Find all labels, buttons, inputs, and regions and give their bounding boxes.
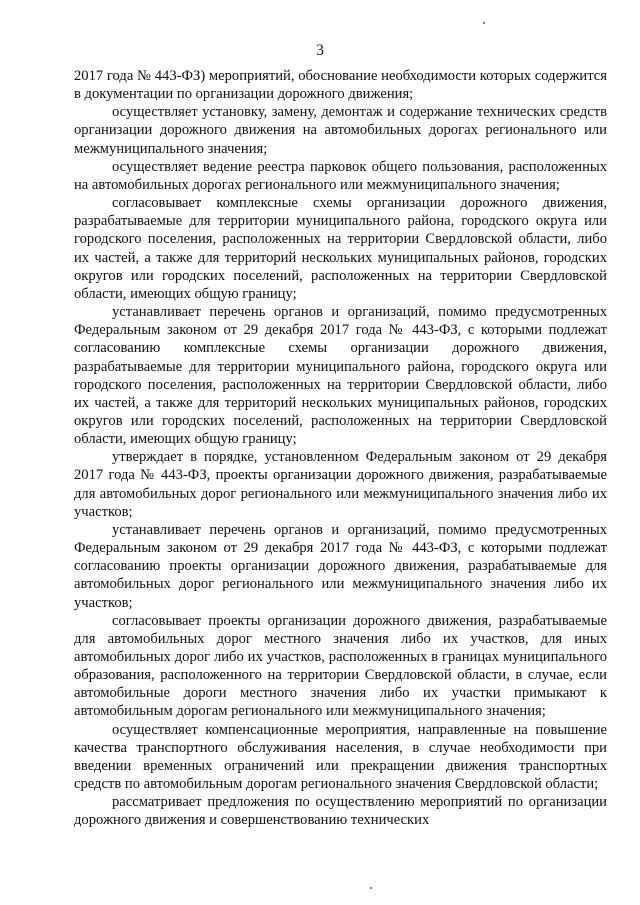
body-text bbox=[74, 67, 607, 830]
paragraph-compensation-measures: осуществляет компенсационные мероприятия, направленные на повышение качества транспортного обслуживания населения, в случае необходимости при введении временных ограничений или прекращении движения транспортных средств по автомобильным дорогам регионального значения Свердловской области; bbox=[74, 721, 607, 793]
page-number: 3 bbox=[316, 42, 324, 59]
paragraph-parking-registry: осуществляет ведение реестра парковок общего пользования, расположенных на автомобильных дорогах регионального или межмуниципального значения; bbox=[74, 158, 607, 193]
paragraph-approves-comprehensive-schemes: согласовывает комплексные схемы организации дорожного движения, разрабатываемые для территории муниципального района, городского округа или городского поселения, расположенных на территории Свердловской области, либо их частей, а также для территорий нескольких муниципальных районов, городских округов или городских поселений, расположенных на территории Свердловской области, имеющих общую границу; bbox=[74, 195, 607, 302]
paragraph-list-of-bodies-projects: устанавливает перечень органов и организаций, помимо предусмотренных Федеральным законом от 29 декабря 2017 года № 443-ФЗ, с которыми подлежат согласованию проекты организации дорожного движения, разрабатываемые для автомобильных дорог регионального или межмуниципального значения либо их участков; bbox=[74, 521, 607, 611]
paragraph-approves-projects: утверждает в порядке, установленном Федеральным законом от 29 декабря 2017 года № 443-ФЗ, проекты организации дорожного движения, разрабатываемые для автомобильных дорог регионального или межмуниципального значения либо их участков; bbox=[74, 449, 607, 520]
paragraph-list-of-bodies-schemes: устанавливает перечень органов и организаций, помимо предусмотренных Федеральным законом от 29 декабря 2017 года № 443-ФЗ, с которыми подлежат согласованию комплексные схемы организации дорожного движения, разрабатываемые для территории муниципального района, городского округа или городского поселения, расположенных на территории Свердловской области, либо их частей, а также для территорий нескольких муниципальных районов, городских округов или городских поселений, расположенных на территории Свердловской области, имеющих общую границу; bbox=[74, 304, 607, 448]
paragraph-considers-proposals: рассматривает предложения по осуществлению мероприятий по организации дорожного движения и совершенствованию технических bbox=[74, 794, 607, 829]
paragraph-local-road-projects: согласовывает проекты организации дорожного движения, разрабатываемые для автомобильных дорог местного значения либо их участков, для иных автомобильных дорог либо их участков, расположенных в границах муниципального образования, расположенного на территории Свердловской области, в случае, если автомобильные дороги местного значения либо их участки примыкают к автомобильным дорогам регионального или межмуниципального значения; bbox=[74, 612, 607, 720]
paragraph-traffic-control-devices: осуществляет установку, замену, демонтаж и содержание технических средств организации дорожного движения на автомобильных дорогах регионального или межмуниципального значения; bbox=[74, 104, 607, 157]
paragraph-continuation: 2017 года № 443-ФЗ) мероприятий, обоснование необходимости которых содержится в документации по организации дорожного движения; bbox=[74, 68, 607, 103]
scan-speck bbox=[483, 22, 485, 24]
scan-speck bbox=[370, 887, 372, 889]
